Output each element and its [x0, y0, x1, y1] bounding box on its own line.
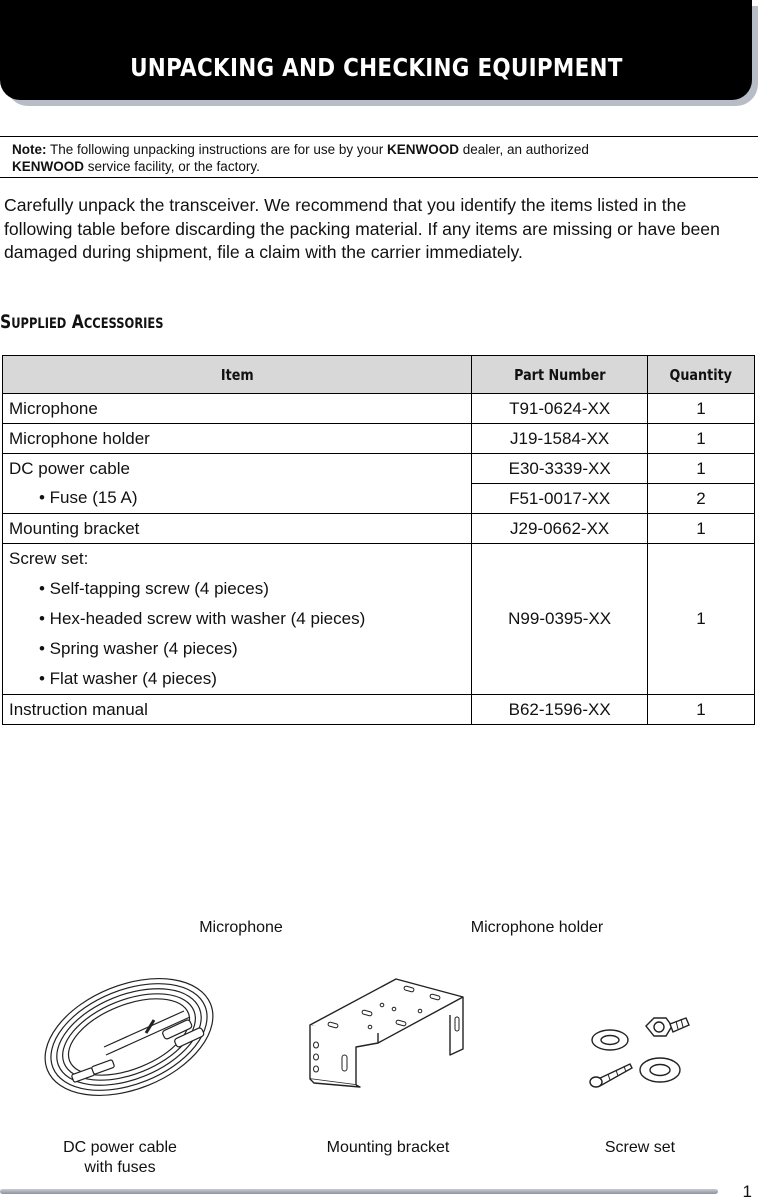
- section-heading-cap-1: S: [0, 311, 12, 333]
- item-cell: [3, 544, 472, 695]
- accessories-table: [2, 355, 755, 725]
- section-heading-rest-1: UPPLIED: [11, 316, 67, 332]
- item-label: Screw set:: [9, 549, 89, 568]
- section-heading-cap-2: A: [71, 311, 84, 333]
- table-row: [3, 544, 755, 695]
- note-brand-1: KENWOOD: [386, 142, 459, 157]
- part-number-cell: T91-0624-XX: [472, 394, 648, 424]
- note-text-after: service facility, or the factory.: [87, 159, 260, 174]
- dc-power-cable-illustration: [34, 975, 220, 1103]
- item-cell: Microphone: [3, 394, 472, 424]
- quantity-cell: 1: [648, 394, 755, 424]
- part-number-cell: F51-0017-XX: [472, 484, 648, 514]
- sub-item: • Spring washer (4 pieces): [39, 639, 238, 658]
- table-row: [3, 424, 755, 454]
- item-cell: Mounting bracket: [3, 514, 472, 544]
- intro-paragraph: Carefully unpack the transceiver. We recommend that you identify the items listed in the following table before discarding the packing material. If any items are missing or have been damaged during shipment, file a claim with the carrier immediately.: [4, 195, 720, 262]
- figure-label-microphone-holder: Microphone holder: [470, 919, 604, 936]
- section-heading: [0, 311, 164, 333]
- note-label: Note:: [12, 142, 47, 157]
- note-box: [0, 136, 758, 178]
- sub-item: • Hex-headed screw with washer (4 pieces): [39, 609, 366, 628]
- note-text-middle: dealer, an authorized: [462, 142, 589, 157]
- quantity-cell: 1: [648, 514, 755, 544]
- table-row: [3, 695, 755, 725]
- item-cell: Instruction manual: [3, 695, 472, 725]
- sub-item: • Self-tapping screw (4 pieces): [39, 579, 269, 598]
- figure-label-mounting-bracket: Mounting bracket: [326, 1139, 450, 1156]
- note-text-before: The following unpacking instructions are for use by your: [50, 142, 384, 157]
- quantity-cell: 2: [648, 484, 755, 514]
- page-number: 1: [742, 1182, 752, 1201]
- quantity-cell: 1: [648, 544, 755, 695]
- figure-label-dc-power-cable-line2: with fuses: [84, 1159, 156, 1176]
- part-number-cell: B62-1596-XX: [472, 695, 648, 725]
- screw-set-illustration: [584, 1008, 696, 1098]
- sub-item: • Flat washer (4 pieces): [39, 669, 217, 688]
- figure-label-dc-power-cable-line1: DC power cable: [63, 1139, 177, 1156]
- sub-item: • Fuse (15 A): [39, 488, 138, 508]
- table-header-row: [3, 356, 755, 394]
- part-number-cell: J29-0662-XX: [472, 514, 648, 544]
- section-heading-rest-2: CCESSORIES: [83, 316, 164, 332]
- item-cell: DC power cable: [3, 454, 472, 484]
- note-brand-2: KENWOOD: [12, 159, 84, 174]
- part-number-cell: J19-1584-XX: [472, 424, 648, 454]
- item-cell: Microphone holder: [3, 424, 472, 454]
- page-header: [0, 0, 752, 100]
- quantity-cell: 1: [648, 424, 755, 454]
- quantity-cell: 1: [648, 454, 755, 484]
- quantity-cell: 1: [648, 695, 755, 725]
- table-row: [3, 394, 755, 424]
- column-header-item: Item: [3, 356, 472, 394]
- column-header-part-number: Part Number: [472, 356, 648, 394]
- figure-label-microphone: Microphone: [199, 919, 283, 936]
- part-number-cell: N99-0395-XX: [472, 544, 648, 695]
- mounting-bracket-illustration: [298, 975, 470, 1093]
- part-number-cell: E30-3339-XX: [472, 454, 648, 484]
- table-row: [3, 484, 755, 514]
- footer-bar: [0, 1189, 718, 1194]
- page-title: UNPACKING AND CHECKING EQUIPMENT: [129, 53, 623, 82]
- item-cell: [3, 484, 472, 514]
- figure-label-dc-power-cable: [40, 1138, 200, 1178]
- table-row: [3, 514, 755, 544]
- column-header-quantity: Quantity: [648, 356, 755, 394]
- figure-label-screw-set: Screw set: [604, 1139, 676, 1156]
- table-row: [3, 454, 755, 484]
